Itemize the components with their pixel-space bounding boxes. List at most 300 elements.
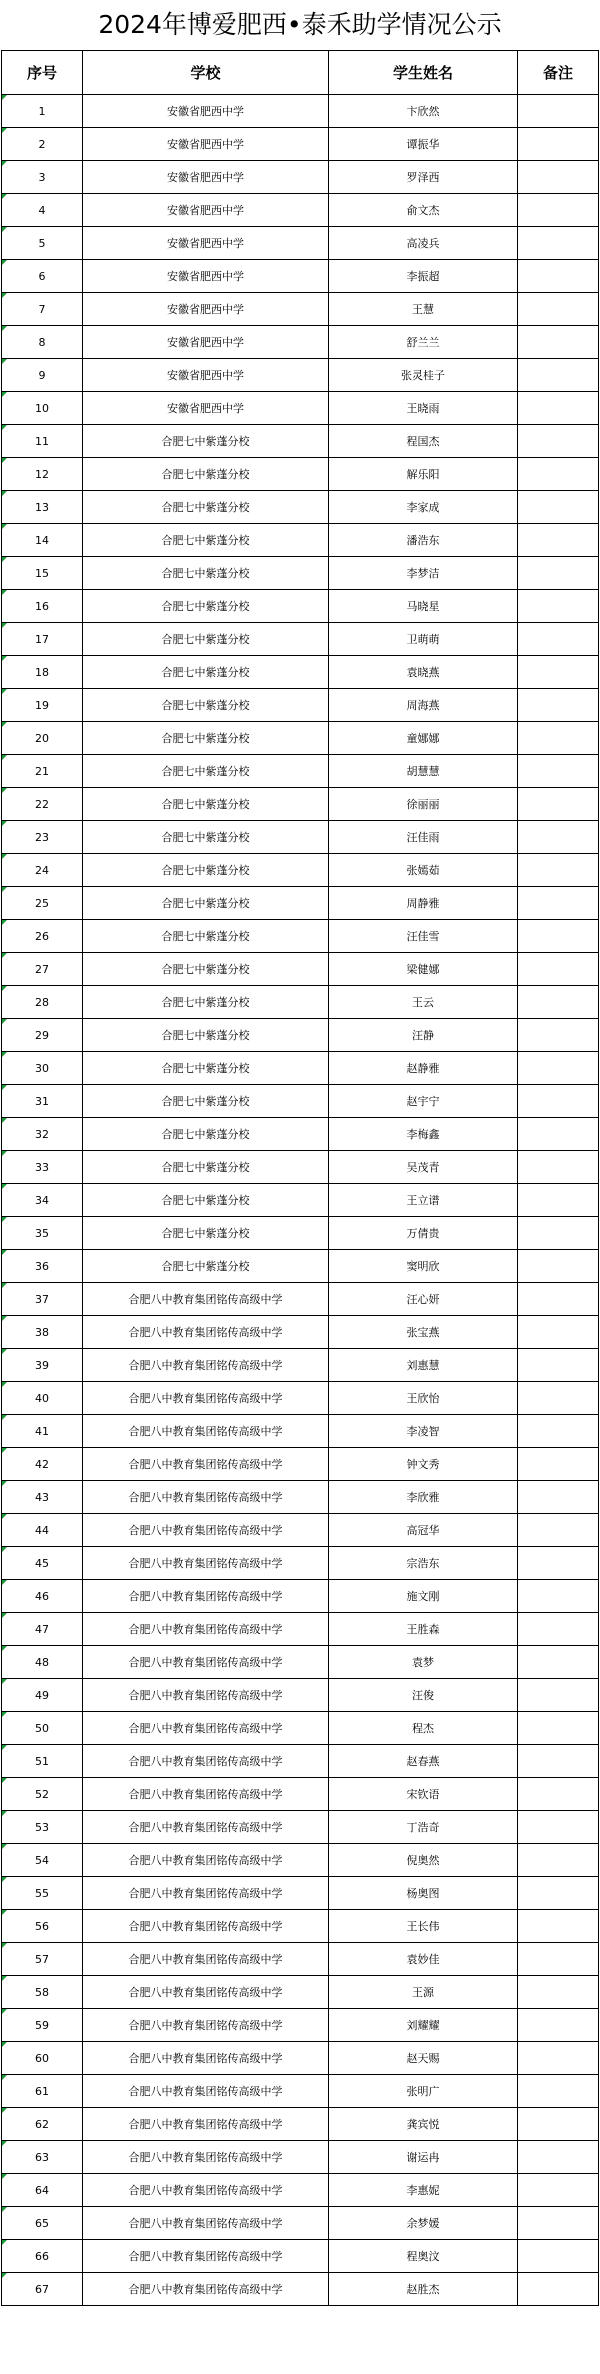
school-cell: 合肥七中紫蓬分校 bbox=[83, 1250, 329, 1283]
student-name-cell: 高凌兵 bbox=[329, 227, 518, 260]
row-index-cell: 23 bbox=[2, 821, 83, 854]
student-name-cell: 潘浩东 bbox=[329, 524, 518, 557]
remark-cell bbox=[518, 1844, 599, 1877]
row-index-cell: 24 bbox=[2, 854, 83, 887]
school-cell: 合肥七中紫蓬分校 bbox=[83, 986, 329, 1019]
table-row bbox=[2, 689, 599, 722]
school-cell: 合肥七中紫蓬分校 bbox=[83, 557, 329, 590]
remark-cell bbox=[518, 1415, 599, 1448]
student-name-cell: 王云 bbox=[329, 986, 518, 1019]
row-index-cell: 34 bbox=[2, 1184, 83, 1217]
table-row bbox=[2, 1976, 599, 2009]
student-name-cell: 万倩贵 bbox=[329, 1217, 518, 1250]
school-cell: 合肥七中紫蓬分校 bbox=[83, 755, 329, 788]
remark-cell bbox=[518, 1085, 599, 1118]
remark-cell bbox=[518, 2207, 599, 2240]
remark-cell bbox=[518, 1382, 599, 1415]
table-row bbox=[2, 326, 599, 359]
remark-cell bbox=[518, 293, 599, 326]
school-cell: 合肥八中教育集团铭传高级中学 bbox=[83, 1811, 329, 1844]
student-name-cell: 梁健娜 bbox=[329, 953, 518, 986]
row-index-cell: 36 bbox=[2, 1250, 83, 1283]
student-name-cell: 宋钦语 bbox=[329, 1778, 518, 1811]
row-index-cell: 40 bbox=[2, 1382, 83, 1415]
remark-cell bbox=[518, 623, 599, 656]
school-cell: 合肥八中教育集团铭传高级中学 bbox=[83, 2207, 329, 2240]
remark-cell bbox=[518, 2174, 599, 2207]
remark-cell bbox=[518, 2273, 599, 2306]
student-name-cell: 马晓星 bbox=[329, 590, 518, 623]
remark-cell bbox=[518, 1613, 599, 1646]
table-row bbox=[2, 2075, 599, 2108]
table-row bbox=[2, 1250, 599, 1283]
remark-cell bbox=[518, 887, 599, 920]
header-row bbox=[2, 51, 599, 95]
row-index-cell: 41 bbox=[2, 1415, 83, 1448]
table-row bbox=[2, 1811, 599, 1844]
table-row bbox=[2, 128, 599, 161]
page-title: 2024年博爱肥西•泰禾助学情况公示 bbox=[98, 10, 502, 39]
school-cell: 合肥八中教育集团铭传高级中学 bbox=[83, 2009, 329, 2042]
row-index-cell: 18 bbox=[2, 656, 83, 689]
school-cell: 合肥七中紫蓬分校 bbox=[83, 887, 329, 920]
remark-cell bbox=[518, 590, 599, 623]
remark-cell bbox=[518, 458, 599, 491]
remark-cell bbox=[518, 1118, 599, 1151]
remark-cell bbox=[518, 1217, 599, 1250]
row-index-cell: 14 bbox=[2, 524, 83, 557]
table-row bbox=[2, 1085, 599, 1118]
row-index-cell: 50 bbox=[2, 1712, 83, 1745]
row-index-cell: 67 bbox=[2, 2273, 83, 2306]
student-name-cell: 王胜森 bbox=[329, 1613, 518, 1646]
school-cell: 合肥八中教育集团铭传高级中学 bbox=[83, 1646, 329, 1679]
row-index-cell: 62 bbox=[2, 2108, 83, 2141]
table-row bbox=[2, 1448, 599, 1481]
student-name-cell: 谢运冉 bbox=[329, 2141, 518, 2174]
table-row bbox=[2, 1481, 599, 1514]
table-row bbox=[2, 1712, 599, 1745]
row-index-cell: 47 bbox=[2, 1613, 83, 1646]
student-name-cell: 罗泽西 bbox=[329, 161, 518, 194]
remark-cell bbox=[518, 1679, 599, 1712]
student-name-cell: 袁妙佳 bbox=[329, 1943, 518, 1976]
student-name-cell: 李家成 bbox=[329, 491, 518, 524]
remark-cell bbox=[518, 2009, 599, 2042]
school-cell: 合肥七中紫蓬分校 bbox=[83, 1052, 329, 1085]
student-name-cell: 李梦洁 bbox=[329, 557, 518, 590]
student-name-cell: 王源 bbox=[329, 1976, 518, 2009]
school-cell: 合肥七中紫蓬分校 bbox=[83, 1085, 329, 1118]
school-cell: 合肥七中紫蓬分校 bbox=[83, 656, 329, 689]
school-cell: 合肥八中教育集团铭传高级中学 bbox=[83, 2273, 329, 2306]
remark-cell bbox=[518, 1976, 599, 2009]
row-index-cell: 37 bbox=[2, 1283, 83, 1316]
table-row bbox=[2, 2108, 599, 2141]
remark-cell bbox=[518, 1151, 599, 1184]
school-cell: 合肥八中教育集团铭传高级中学 bbox=[83, 2042, 329, 2075]
remark-cell bbox=[518, 557, 599, 590]
school-cell: 合肥八中教育集团铭传高级中学 bbox=[83, 1580, 329, 1613]
table-row bbox=[2, 194, 599, 227]
table-row bbox=[2, 1745, 599, 1778]
table-row bbox=[2, 887, 599, 920]
row-index-cell: 64 bbox=[2, 2174, 83, 2207]
remark-cell bbox=[518, 722, 599, 755]
table-row bbox=[2, 1217, 599, 1250]
school-cell: 安徽省肥西中学 bbox=[83, 161, 329, 194]
student-name-cell: 童娜娜 bbox=[329, 722, 518, 755]
remark-cell bbox=[518, 1019, 599, 1052]
row-index-cell: 59 bbox=[2, 2009, 83, 2042]
remark-cell bbox=[518, 1283, 599, 1316]
row-index-cell: 30 bbox=[2, 1052, 83, 1085]
table-row bbox=[2, 920, 599, 953]
row-index-cell: 52 bbox=[2, 1778, 83, 1811]
remark-cell bbox=[518, 161, 599, 194]
table-row bbox=[2, 788, 599, 821]
table-row bbox=[2, 161, 599, 194]
row-index-cell: 48 bbox=[2, 1646, 83, 1679]
student-name-cell: 袁晓燕 bbox=[329, 656, 518, 689]
row-index-cell: 46 bbox=[2, 1580, 83, 1613]
remark-cell bbox=[518, 1745, 599, 1778]
remark-cell bbox=[518, 1481, 599, 1514]
student-name-cell: 王长伟 bbox=[329, 1910, 518, 1943]
table-row bbox=[2, 1019, 599, 1052]
table-row bbox=[2, 1580, 599, 1613]
student-name-cell: 赵春燕 bbox=[329, 1745, 518, 1778]
student-name-cell: 徐丽丽 bbox=[329, 788, 518, 821]
row-index-cell: 58 bbox=[2, 1976, 83, 2009]
row-index-cell: 39 bbox=[2, 1349, 83, 1382]
remark-cell bbox=[518, 1712, 599, 1745]
student-name-cell: 龚宾悦 bbox=[329, 2108, 518, 2141]
table-row bbox=[2, 755, 599, 788]
table-row bbox=[2, 590, 599, 623]
row-index-cell: 65 bbox=[2, 2207, 83, 2240]
remark-cell bbox=[518, 359, 599, 392]
student-name-cell: 李振超 bbox=[329, 260, 518, 293]
student-name-cell: 施文刚 bbox=[329, 1580, 518, 1613]
school-cell: 合肥七中紫蓬分校 bbox=[83, 788, 329, 821]
school-cell: 安徽省肥西中学 bbox=[83, 359, 329, 392]
remark-cell bbox=[518, 1514, 599, 1547]
school-cell: 合肥八中教育集团铭传高级中学 bbox=[83, 1943, 329, 1976]
row-index-cell: 31 bbox=[2, 1085, 83, 1118]
table-row bbox=[2, 392, 599, 425]
row-index-cell: 61 bbox=[2, 2075, 83, 2108]
student-name-cell: 解乐阳 bbox=[329, 458, 518, 491]
row-index-cell: 49 bbox=[2, 1679, 83, 1712]
student-name-cell: 袁梦 bbox=[329, 1646, 518, 1679]
remark-cell bbox=[518, 2240, 599, 2273]
table-row bbox=[2, 1184, 599, 1217]
school-cell: 合肥八中教育集团铭传高级中学 bbox=[83, 2240, 329, 2273]
row-index-cell: 6 bbox=[2, 260, 83, 293]
table-row bbox=[2, 2141, 599, 2174]
row-index-cell: 16 bbox=[2, 590, 83, 623]
student-name-cell: 周海燕 bbox=[329, 689, 518, 722]
student-name-cell: 谭振华 bbox=[329, 128, 518, 161]
school-cell: 安徽省肥西中学 bbox=[83, 392, 329, 425]
school-cell: 合肥七中紫蓬分校 bbox=[83, 920, 329, 953]
student-name-cell: 王欣怡 bbox=[329, 1382, 518, 1415]
remark-cell bbox=[518, 986, 599, 1019]
remark-cell bbox=[518, 755, 599, 788]
recipient-table bbox=[1, 50, 599, 2306]
student-name-cell: 赵胜杰 bbox=[329, 2273, 518, 2306]
table-row bbox=[2, 2273, 599, 2306]
row-index-cell: 9 bbox=[2, 359, 83, 392]
student-name-cell: 汪俊 bbox=[329, 1679, 518, 1712]
remark-cell bbox=[518, 689, 599, 722]
table-row bbox=[2, 359, 599, 392]
student-name-cell: 程杰 bbox=[329, 1712, 518, 1745]
school-cell: 合肥七中紫蓬分校 bbox=[83, 1151, 329, 1184]
row-index-cell: 54 bbox=[2, 1844, 83, 1877]
remark-cell bbox=[518, 1778, 599, 1811]
school-cell: 合肥八中教育集团铭传高级中学 bbox=[83, 1910, 329, 1943]
school-cell: 安徽省肥西中学 bbox=[83, 260, 329, 293]
student-name-cell: 俞文杰 bbox=[329, 194, 518, 227]
student-name-cell: 王立谱 bbox=[329, 1184, 518, 1217]
remark-cell bbox=[518, 1910, 599, 1943]
school-cell: 合肥八中教育集团铭传高级中学 bbox=[83, 1844, 329, 1877]
student-name-cell: 张嫣茹 bbox=[329, 854, 518, 887]
row-index-cell: 42 bbox=[2, 1448, 83, 1481]
student-name-cell: 赵静雅 bbox=[329, 1052, 518, 1085]
student-name-cell: 舒兰兰 bbox=[329, 326, 518, 359]
student-name-cell: 吴茂青 bbox=[329, 1151, 518, 1184]
row-index-cell: 60 bbox=[2, 2042, 83, 2075]
school-cell: 合肥八中教育集团铭传高级中学 bbox=[83, 2075, 329, 2108]
school-cell: 合肥八中教育集团铭传高级中学 bbox=[83, 1679, 329, 1712]
school-cell: 合肥八中教育集团铭传高级中学 bbox=[83, 1976, 329, 2009]
row-index-cell: 35 bbox=[2, 1217, 83, 1250]
remark-cell bbox=[518, 1580, 599, 1613]
table-row bbox=[2, 425, 599, 458]
row-index-cell: 33 bbox=[2, 1151, 83, 1184]
row-index-cell: 53 bbox=[2, 1811, 83, 1844]
remark-cell bbox=[518, 1349, 599, 1382]
school-cell: 合肥七中紫蓬分校 bbox=[83, 689, 329, 722]
remark-cell bbox=[518, 128, 599, 161]
table-row bbox=[2, 854, 599, 887]
student-name-cell: 余梦媛 bbox=[329, 2207, 518, 2240]
school-cell: 合肥八中教育集团铭传高级中学 bbox=[83, 1514, 329, 1547]
row-index-cell: 51 bbox=[2, 1745, 83, 1778]
school-cell: 合肥七中紫蓬分校 bbox=[83, 1019, 329, 1052]
school-cell: 合肥八中教育集团铭传高级中学 bbox=[83, 1547, 329, 1580]
remark-cell bbox=[518, 2108, 599, 2141]
table-row bbox=[2, 1778, 599, 1811]
row-index-cell: 4 bbox=[2, 194, 83, 227]
table-row bbox=[2, 722, 599, 755]
row-index-cell: 38 bbox=[2, 1316, 83, 1349]
remark-cell bbox=[518, 1547, 599, 1580]
school-cell: 合肥八中教育集团铭传高级中学 bbox=[83, 1316, 329, 1349]
student-name-cell: 赵宇宁 bbox=[329, 1085, 518, 1118]
row-index-cell: 28 bbox=[2, 986, 83, 1019]
student-name-cell: 李梅鑫 bbox=[329, 1118, 518, 1151]
remark-cell bbox=[518, 194, 599, 227]
student-name-cell: 汪佳雪 bbox=[329, 920, 518, 953]
row-index-cell: 66 bbox=[2, 2240, 83, 2273]
school-cell: 安徽省肥西中学 bbox=[83, 128, 329, 161]
table-row bbox=[2, 524, 599, 557]
table-row bbox=[2, 1844, 599, 1877]
table-row bbox=[2, 557, 599, 590]
remark-cell bbox=[518, 1943, 599, 1976]
school-cell: 合肥七中紫蓬分校 bbox=[83, 425, 329, 458]
school-cell: 合肥七中紫蓬分校 bbox=[83, 1118, 329, 1151]
table-row bbox=[2, 1547, 599, 1580]
table-row bbox=[2, 1910, 599, 1943]
table-row bbox=[2, 2207, 599, 2240]
table-row bbox=[2, 1646, 599, 1679]
student-name-cell: 刘惠慧 bbox=[329, 1349, 518, 1382]
student-name-cell: 窦明欣 bbox=[329, 1250, 518, 1283]
remark-cell bbox=[518, 326, 599, 359]
table-row bbox=[2, 1052, 599, 1085]
remark-cell bbox=[518, 1811, 599, 1844]
student-name-cell: 程奥汶 bbox=[329, 2240, 518, 2273]
remark-cell bbox=[518, 2042, 599, 2075]
student-name-cell: 王慧 bbox=[329, 293, 518, 326]
school-cell: 安徽省肥西中学 bbox=[83, 293, 329, 326]
remark-cell bbox=[518, 524, 599, 557]
table-row bbox=[2, 623, 599, 656]
table-row bbox=[2, 491, 599, 524]
row-index-cell: 26 bbox=[2, 920, 83, 953]
school-cell: 合肥七中紫蓬分校 bbox=[83, 524, 329, 557]
table-row bbox=[2, 656, 599, 689]
student-name-cell: 刘耀耀 bbox=[329, 2009, 518, 2042]
table-row bbox=[2, 95, 599, 128]
student-name-cell: 汪心妍 bbox=[329, 1283, 518, 1316]
school-cell: 合肥七中紫蓬分校 bbox=[83, 458, 329, 491]
student-name-cell: 汪佳雨 bbox=[329, 821, 518, 854]
row-index-cell: 8 bbox=[2, 326, 83, 359]
school-cell: 合肥七中紫蓬分校 bbox=[83, 854, 329, 887]
row-index-cell: 20 bbox=[2, 722, 83, 755]
row-index-cell: 63 bbox=[2, 2141, 83, 2174]
row-index-cell: 43 bbox=[2, 1481, 83, 1514]
remark-cell bbox=[518, 656, 599, 689]
student-name-cell: 胡慧慧 bbox=[329, 755, 518, 788]
school-cell: 合肥八中教育集团铭传高级中学 bbox=[83, 1448, 329, 1481]
remark-cell bbox=[518, 1184, 599, 1217]
remark-cell bbox=[518, 2075, 599, 2108]
school-cell: 安徽省肥西中学 bbox=[83, 326, 329, 359]
school-cell: 合肥八中教育集团铭传高级中学 bbox=[83, 1877, 329, 1910]
school-cell: 合肥八中教育集团铭传高级中学 bbox=[83, 1778, 329, 1811]
row-index-cell: 55 bbox=[2, 1877, 83, 1910]
remark-cell bbox=[518, 1877, 599, 1910]
student-name-cell: 卫萌萌 bbox=[329, 623, 518, 656]
school-cell: 合肥七中紫蓬分校 bbox=[83, 590, 329, 623]
school-cell: 安徽省肥西中学 bbox=[83, 194, 329, 227]
student-name-cell: 丁浩奇 bbox=[329, 1811, 518, 1844]
student-name-cell: 高冠华 bbox=[329, 1514, 518, 1547]
student-name-cell: 宗浩东 bbox=[329, 1547, 518, 1580]
table-row bbox=[2, 1382, 599, 1415]
remark-cell bbox=[518, 1448, 599, 1481]
student-name-cell: 张明广 bbox=[329, 2075, 518, 2108]
school-cell: 合肥七中紫蓬分校 bbox=[83, 1217, 329, 1250]
table-row bbox=[2, 1316, 599, 1349]
row-index-cell: 29 bbox=[2, 1019, 83, 1052]
row-index-cell: 57 bbox=[2, 1943, 83, 1976]
row-index-cell: 44 bbox=[2, 1514, 83, 1547]
table-row bbox=[2, 2042, 599, 2075]
table-row bbox=[2, 1679, 599, 1712]
row-index-cell: 11 bbox=[2, 425, 83, 458]
remark-cell bbox=[518, 392, 599, 425]
row-index-cell: 2 bbox=[2, 128, 83, 161]
row-index-cell: 25 bbox=[2, 887, 83, 920]
school-cell: 合肥八中教育集团铭传高级中学 bbox=[83, 1712, 329, 1745]
table-row bbox=[2, 1943, 599, 1976]
remark-cell bbox=[518, 1316, 599, 1349]
column-header-index: 序号 bbox=[2, 51, 83, 95]
row-index-cell: 27 bbox=[2, 953, 83, 986]
student-name-cell: 钟文秀 bbox=[329, 1448, 518, 1481]
remark-cell bbox=[518, 920, 599, 953]
remark-cell bbox=[518, 260, 599, 293]
student-name-cell: 汪静 bbox=[329, 1019, 518, 1052]
school-cell: 合肥八中教育集团铭传高级中学 bbox=[83, 1415, 329, 1448]
row-index-cell: 10 bbox=[2, 392, 83, 425]
row-index-cell: 15 bbox=[2, 557, 83, 590]
school-cell: 合肥七中紫蓬分校 bbox=[83, 491, 329, 524]
row-index-cell: 5 bbox=[2, 227, 83, 260]
row-index-cell: 12 bbox=[2, 458, 83, 491]
student-name-cell: 卞欣然 bbox=[329, 95, 518, 128]
school-cell: 合肥八中教育集团铭传高级中学 bbox=[83, 1349, 329, 1382]
table-row bbox=[2, 1415, 599, 1448]
table-row bbox=[2, 2240, 599, 2273]
student-name-cell: 李凌智 bbox=[329, 1415, 518, 1448]
table-row bbox=[2, 2174, 599, 2207]
school-cell: 安徽省肥西中学 bbox=[83, 227, 329, 260]
column-header-school: 学校 bbox=[83, 51, 329, 95]
school-cell: 合肥八中教育集团铭传高级中学 bbox=[83, 1283, 329, 1316]
table-row bbox=[2, 293, 599, 326]
student-name-cell: 李惠妮 bbox=[329, 2174, 518, 2207]
table-row bbox=[2, 1283, 599, 1316]
row-index-cell: 13 bbox=[2, 491, 83, 524]
table-row bbox=[2, 1514, 599, 1547]
student-name-cell: 张灵桂子 bbox=[329, 359, 518, 392]
row-index-cell: 22 bbox=[2, 788, 83, 821]
remark-cell bbox=[518, 821, 599, 854]
student-name-cell: 赵天赐 bbox=[329, 2042, 518, 2075]
school-cell: 合肥八中教育集团铭传高级中学 bbox=[83, 1613, 329, 1646]
table-row bbox=[2, 1613, 599, 1646]
remark-cell bbox=[518, 2141, 599, 2174]
table-row bbox=[2, 1877, 599, 1910]
school-cell: 合肥八中教育集团铭传高级中学 bbox=[83, 1481, 329, 1514]
remark-cell bbox=[518, 491, 599, 524]
row-index-cell: 21 bbox=[2, 755, 83, 788]
remark-cell bbox=[518, 854, 599, 887]
remark-cell bbox=[518, 1646, 599, 1679]
remark-cell bbox=[518, 95, 599, 128]
school-cell: 合肥七中紫蓬分校 bbox=[83, 821, 329, 854]
table-row bbox=[2, 953, 599, 986]
